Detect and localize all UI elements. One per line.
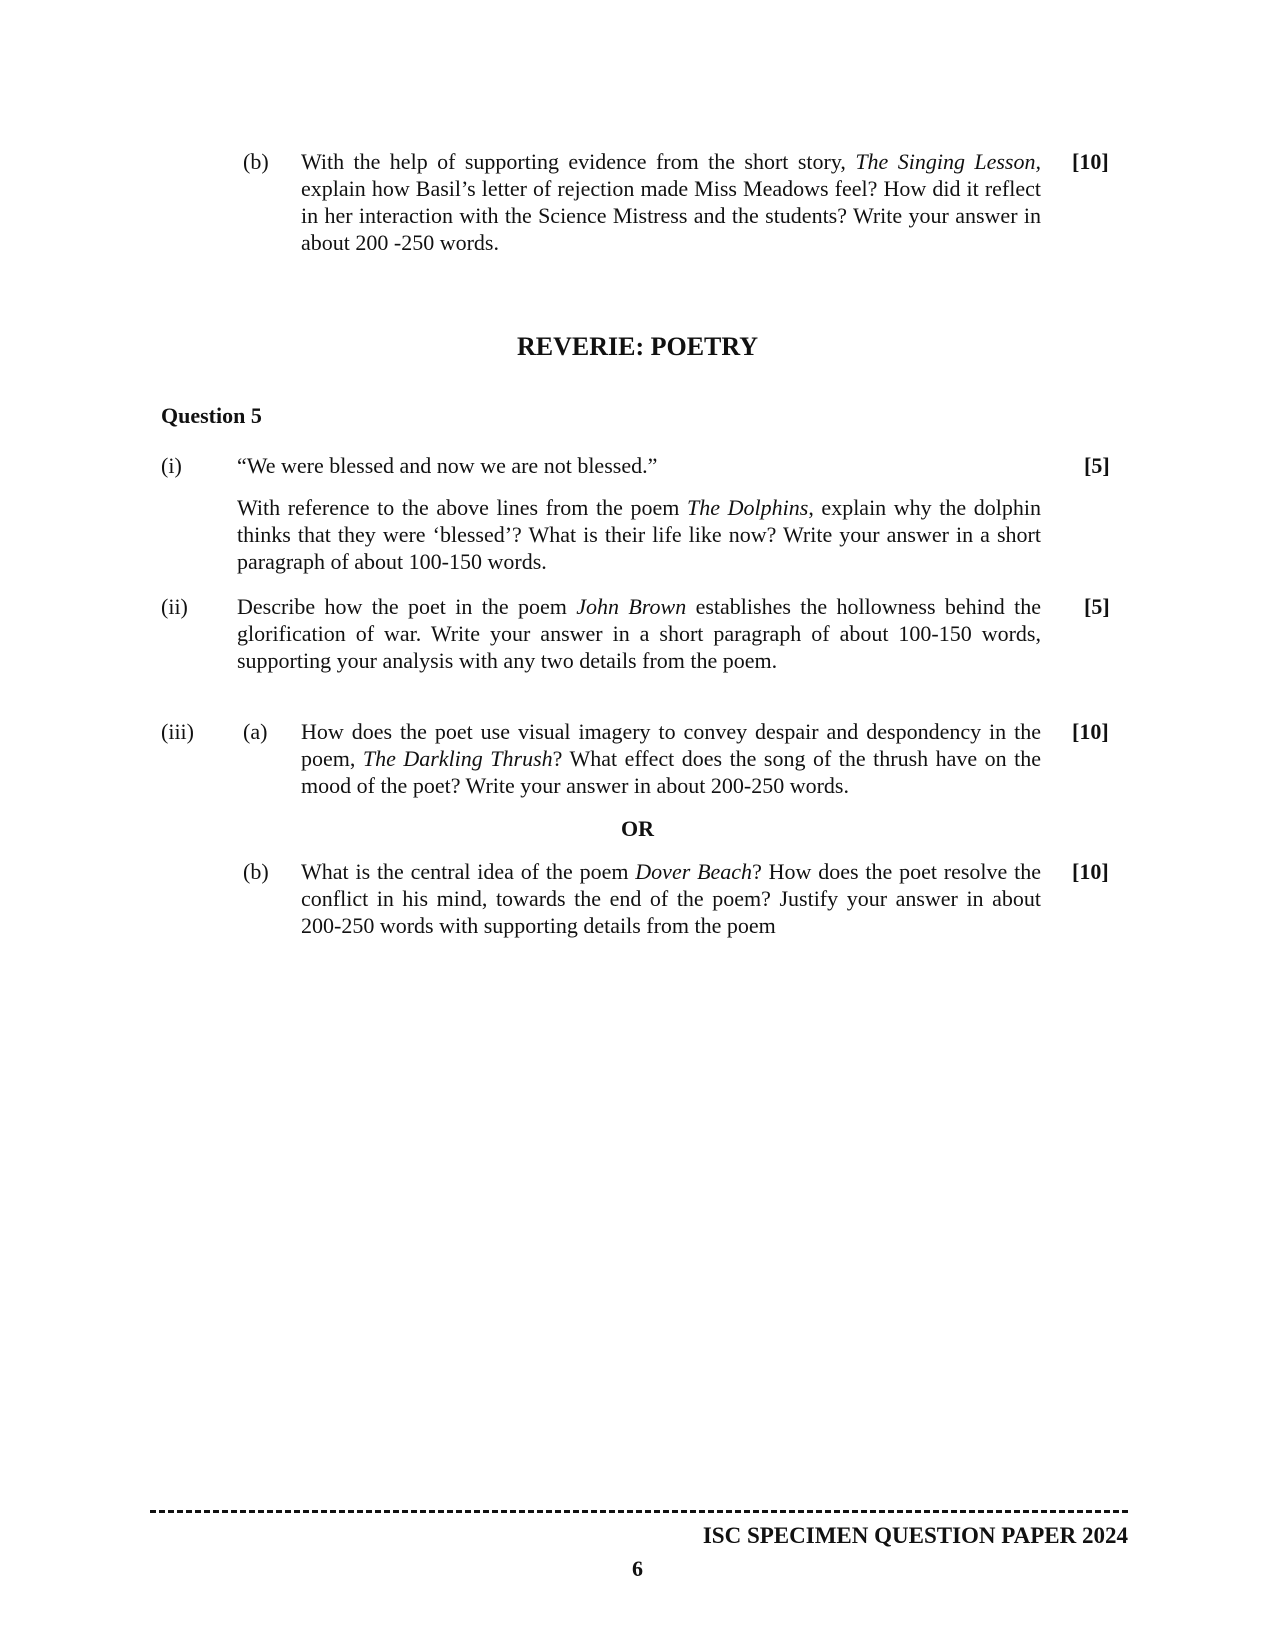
question-text: With the help of supporting evidence from the short story, The Singing Lesson, explain how Basil’s letter of rejection made Miss Meadows feel? How did it reflect in her interaction with the Science Mistress and the students? Write your answer in about 200 -250 words. <box>301 149 1041 255</box>
marks: [5] <box>1084 594 1110 619</box>
part-label: (ii) <box>161 594 188 619</box>
quote: “We were blessed and now we are not blessed.” <box>237 453 658 478</box>
page-number: 6 <box>632 1556 643 1581</box>
part-label: (i) <box>161 453 182 478</box>
poem-title: The Darkling Thrush <box>362 746 553 771</box>
option-label: (b) <box>243 859 269 884</box>
marks: [10] <box>1072 719 1109 744</box>
question-title: Question 5 <box>161 403 262 428</box>
option-label: (a) <box>243 719 268 744</box>
story-title: The Singing Lesson, <box>855 149 1041 174</box>
option-label: (b) <box>243 149 269 174</box>
part-label: (iii) <box>161 719 194 744</box>
footer-title: ISC SPECIMEN QUESTION PAPER 2024 <box>702 1523 1128 1548</box>
or-separator: OR <box>621 816 654 841</box>
marks: [10] <box>1072 149 1109 174</box>
marks: [5] <box>1084 453 1110 478</box>
question-text: Describe how the poet in the poem John Brown establishes the hollowness behind the glorification of war. Write your answer in a short paragraph of about 100-150 words, supporting your analysis with any two details from the poem. <box>237 594 1041 673</box>
section-heading: REVERIE: POETRY <box>516 332 759 361</box>
poem-title: John Brown <box>576 594 687 619</box>
poem-title: Dover Beach <box>635 859 753 884</box>
poem-title: The Dolphins <box>687 495 809 520</box>
footer-divider <box>150 1510 1128 1513</box>
question-text: With reference to the above lines from the poem The Dolphins, explain why the dolphin thinks that they were ‘blessed’? What is their life like now? Write your answer in a short paragraph of about 100-150 words. <box>237 495 1042 574</box>
marks: [10] <box>1072 859 1109 884</box>
question-text: What is the central idea of the poem Dover Beach? How does the poet resolve the conflict in his mind, towards the end of the poem? Justify your answer in about 200-250 words with supporting details from the poem <box>301 859 1041 938</box>
question-text: How does the poet use visual imagery to convey despair and despondency in the poem, The Darkling Thrush? What effect does the song of the thrush have on the mood of the poet? Write your answer in about 200-250 words. <box>301 719 1042 798</box>
